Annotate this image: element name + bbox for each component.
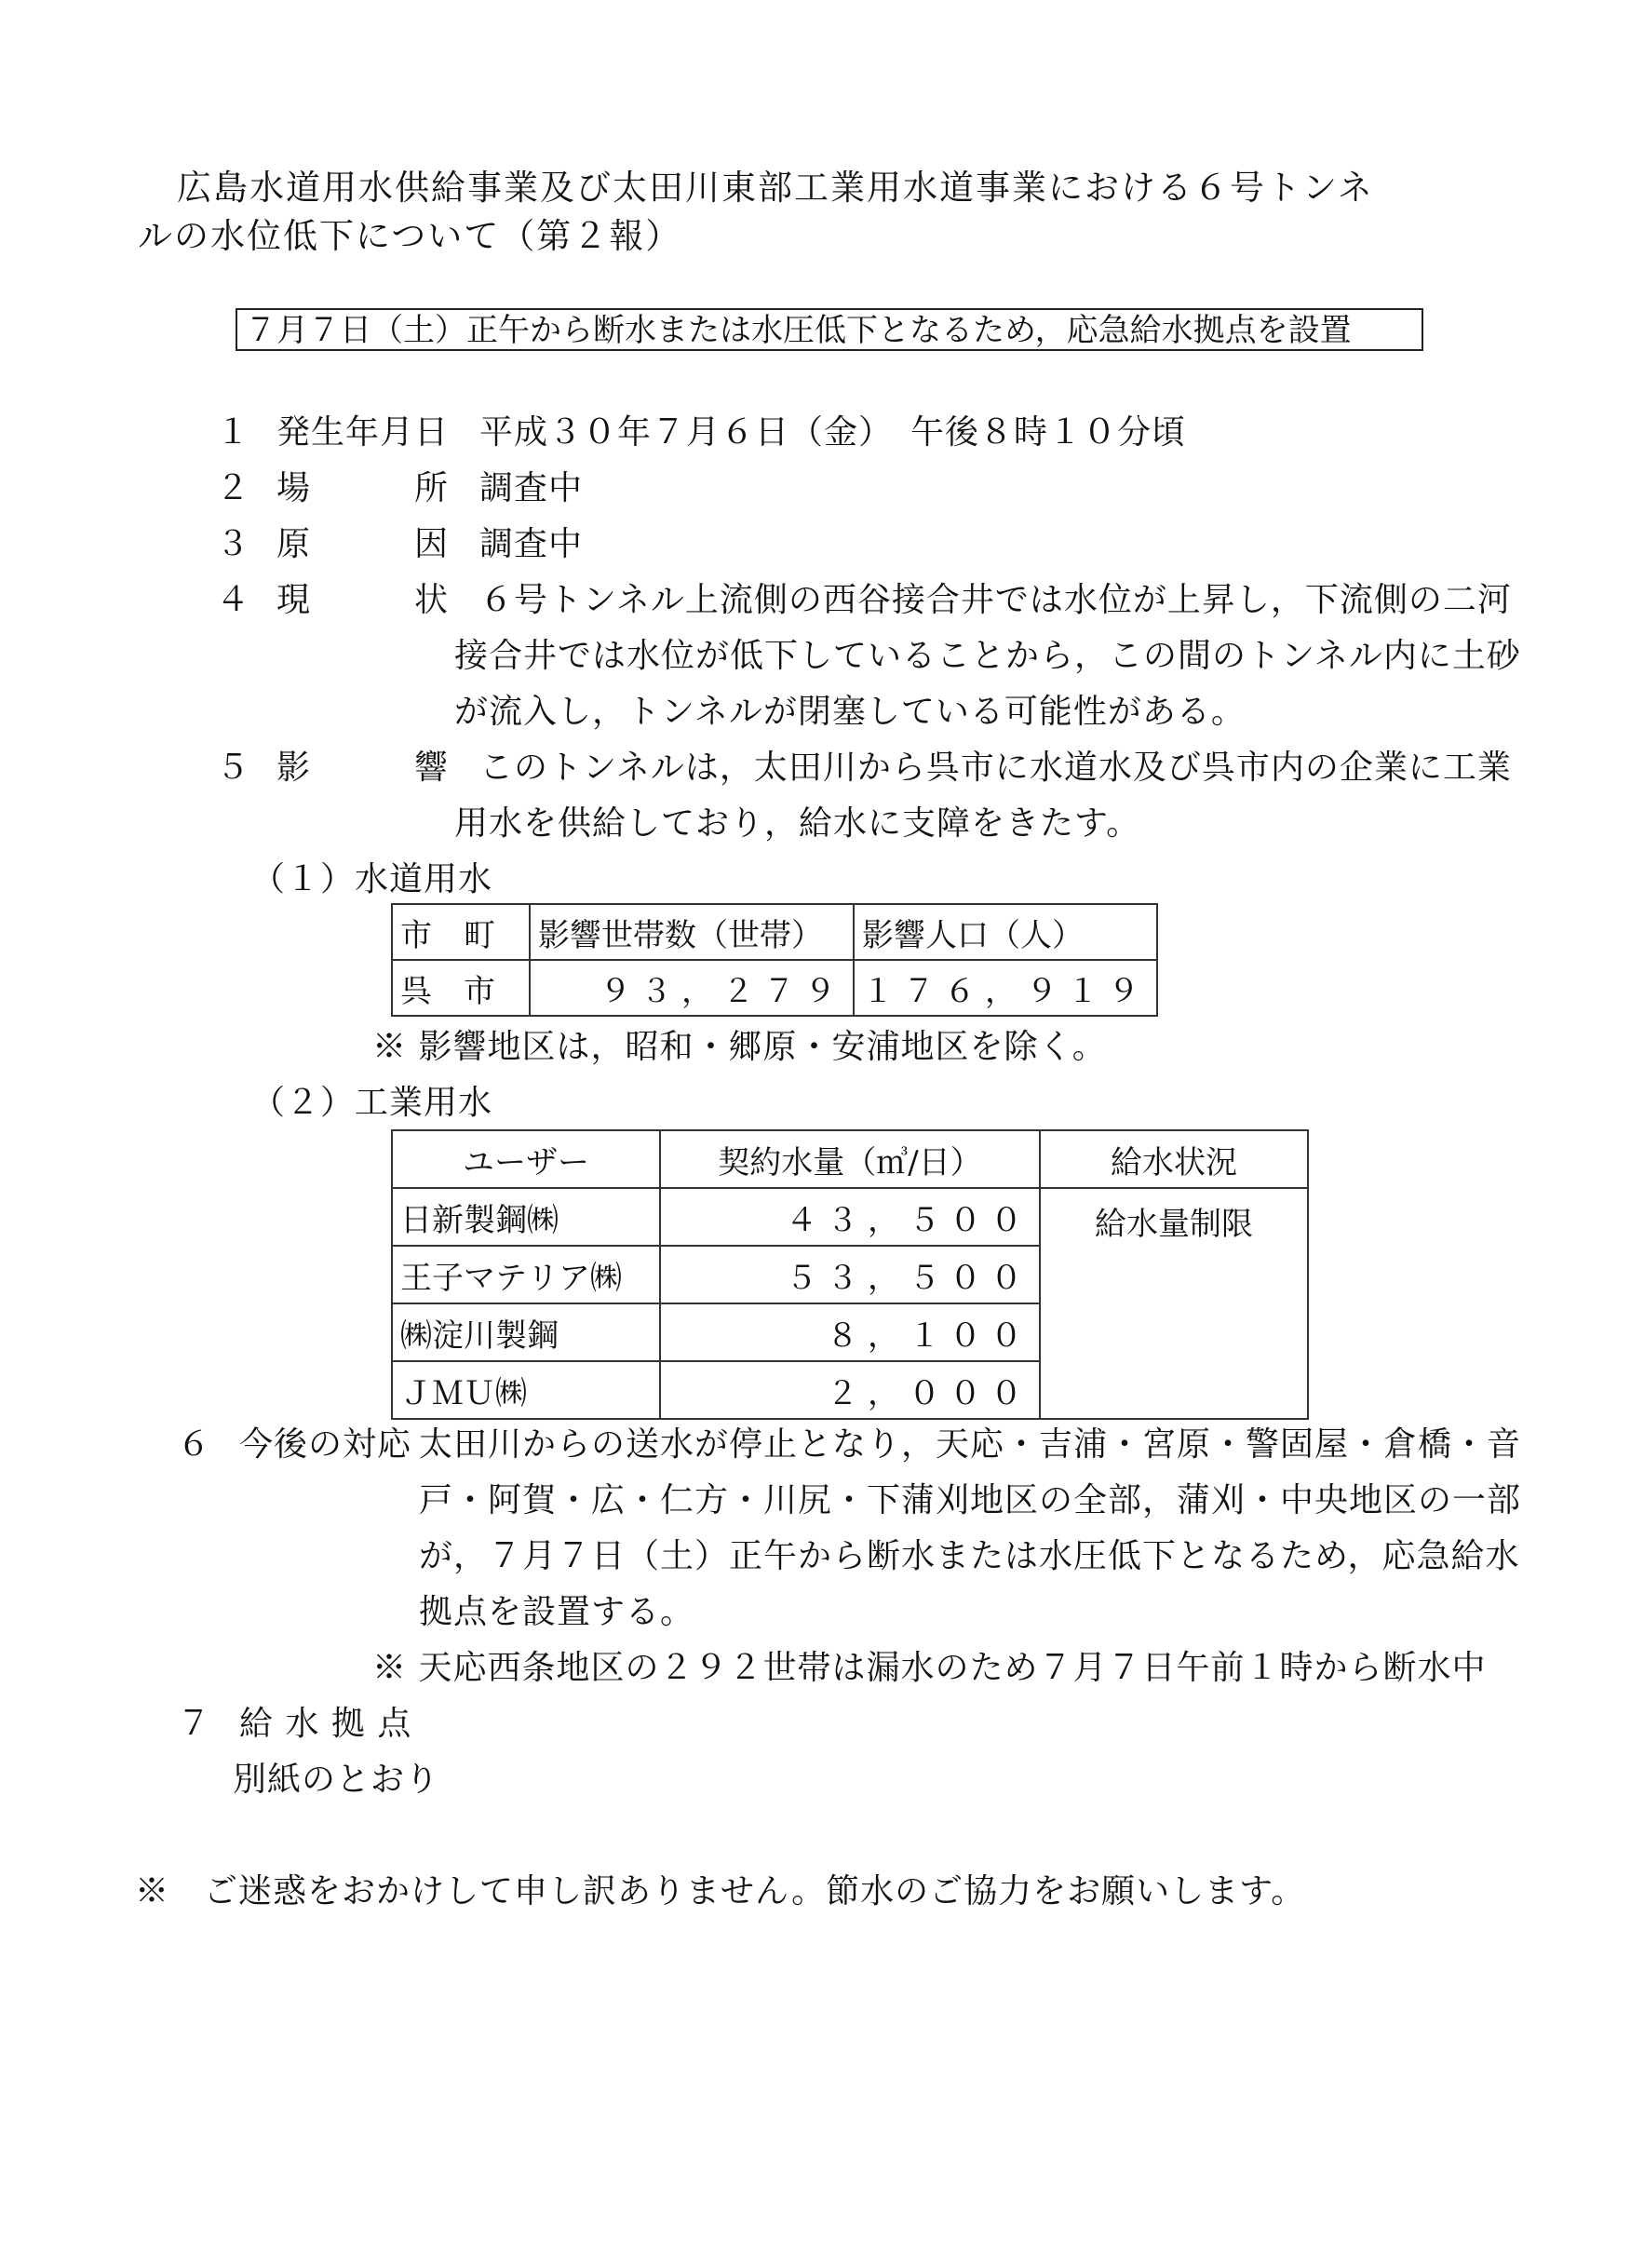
footer-note: ※ ご迷惑をおかけして申し訳ありません。節水のご協力をお願いします。 bbox=[135, 1872, 1306, 1910]
item-4-no: ４ bbox=[216, 581, 251, 619]
industrial-table bbox=[391, 1129, 1309, 1420]
item-3-label: 原 因 bbox=[276, 525, 450, 563]
industrial-user-3: ㈱淀川製鋼 bbox=[392, 1303, 660, 1361]
industrial-heading: （２）工業用水 bbox=[251, 1084, 493, 1122]
item-6-note: ※ 天応西条地区の２９２世帯は漏水のため７月７日午前１時から断水中 bbox=[372, 1649, 1487, 1687]
item-4-text-1: ６号トンネル上流側の西谷接合井では水位が上昇し，下流側の二河 bbox=[479, 581, 1512, 619]
water-header-households: 影響世帯数（世帯） bbox=[530, 904, 854, 960]
item-2-label: 場 所 bbox=[276, 469, 450, 507]
water-cell-population: １７６，９１９ bbox=[854, 960, 1157, 1016]
item-1-text: 平成３０年７月６日（金） 午後８時１０分頃 bbox=[479, 413, 1187, 452]
industrial-status: 給水量制限 bbox=[1040, 1188, 1308, 1419]
water-cell-city: 呉 市 bbox=[392, 960, 530, 1016]
item-4-text-2: 接合井では水位が低下していることから，この間のトンネル内に土砂 bbox=[454, 637, 1521, 675]
item-1-no: １ bbox=[216, 413, 251, 452]
item-2-no: ２ bbox=[216, 469, 251, 507]
item-6-label: 今後の対応 bbox=[239, 1425, 412, 1464]
title-line-2: ルの水位低下について（第２報） bbox=[138, 216, 682, 256]
water-header-population: 影響人口（人） bbox=[854, 904, 1157, 960]
item-1-label: 発生年月日 bbox=[276, 413, 450, 452]
item-6-no: ６ bbox=[177, 1425, 212, 1464]
item-2-text: 調査中 bbox=[479, 469, 584, 507]
item-4-text-3: が流入し，トンネルが閉塞している可能性がある。 bbox=[454, 693, 1246, 731]
water-heading: （１）水道用水 bbox=[251, 860, 493, 898]
water-header-city: 市 町 bbox=[392, 904, 530, 960]
item-4-label: 現 状 bbox=[276, 581, 450, 619]
item-3-text: 調査中 bbox=[479, 525, 584, 563]
industrial-user-4: ＪＭＵ㈱ bbox=[392, 1361, 660, 1419]
water-table bbox=[391, 903, 1158, 1017]
industrial-volume-2: ５３，５００ bbox=[660, 1246, 1040, 1303]
title-line-1: 広島水道用水供給事業及び太田川東部工業用水道事業における６号トンネ bbox=[177, 168, 1374, 208]
industrial-user-1: 日新製鋼㈱ bbox=[392, 1188, 660, 1246]
item-5-no: ５ bbox=[216, 749, 251, 787]
water-note: ※ 影響地区は，昭和・郷原・安浦地区を除く。 bbox=[372, 1028, 1107, 1066]
item-7-no: ７ bbox=[177, 1705, 212, 1743]
item-5-text-2: 用水を供給しており，給水に支障をきたす。 bbox=[454, 804, 1141, 843]
industrial-header-volume: 契約水量（㎥/日） bbox=[660, 1130, 1040, 1188]
industrial-header-user: ユーザー bbox=[392, 1130, 660, 1188]
item-5-text-1: このトンネルは，太田川から呉市に水道水及び呉市内の企業に工業 bbox=[479, 749, 1512, 787]
item-6-text-3: が，７月７日（土）正午から断水または水圧低下となるため，応急給水 bbox=[419, 1537, 1520, 1575]
item-7-label: 給 水 拠 点 bbox=[239, 1705, 412, 1743]
item-3-no: ３ bbox=[216, 525, 251, 563]
item-6-text-4: 拠点を設置する。 bbox=[419, 1593, 695, 1631]
item-5-label: 影 響 bbox=[276, 749, 450, 787]
industrial-volume-3: ８，１００ bbox=[660, 1303, 1040, 1361]
item-6-text-1: 太田川からの送水が停止となり，天応・吉浦・宮原・警固屋・倉橋・音 bbox=[419, 1425, 1522, 1464]
industrial-volume-1: ４３，５００ bbox=[660, 1188, 1040, 1246]
item-6-text-2: 戸・阿賀・広・仁方・川尻・下蒲刈地区の全部，蒲刈・中央地区の一部 bbox=[419, 1481, 1522, 1519]
item-7-text: 別紙のとおり bbox=[233, 1761, 440, 1799]
water-cell-households: ９３，２７９ bbox=[530, 960, 854, 1016]
headline-box: ７月７日（土）正午から断水または水圧低下となるため，応急給水拠点を設置 bbox=[236, 308, 1423, 351]
industrial-header-status: 給水状況 bbox=[1040, 1130, 1308, 1188]
industrial-volume-4: ２，０００ bbox=[660, 1361, 1040, 1419]
industrial-user-2: 王子マテリア㈱ bbox=[392, 1246, 660, 1303]
